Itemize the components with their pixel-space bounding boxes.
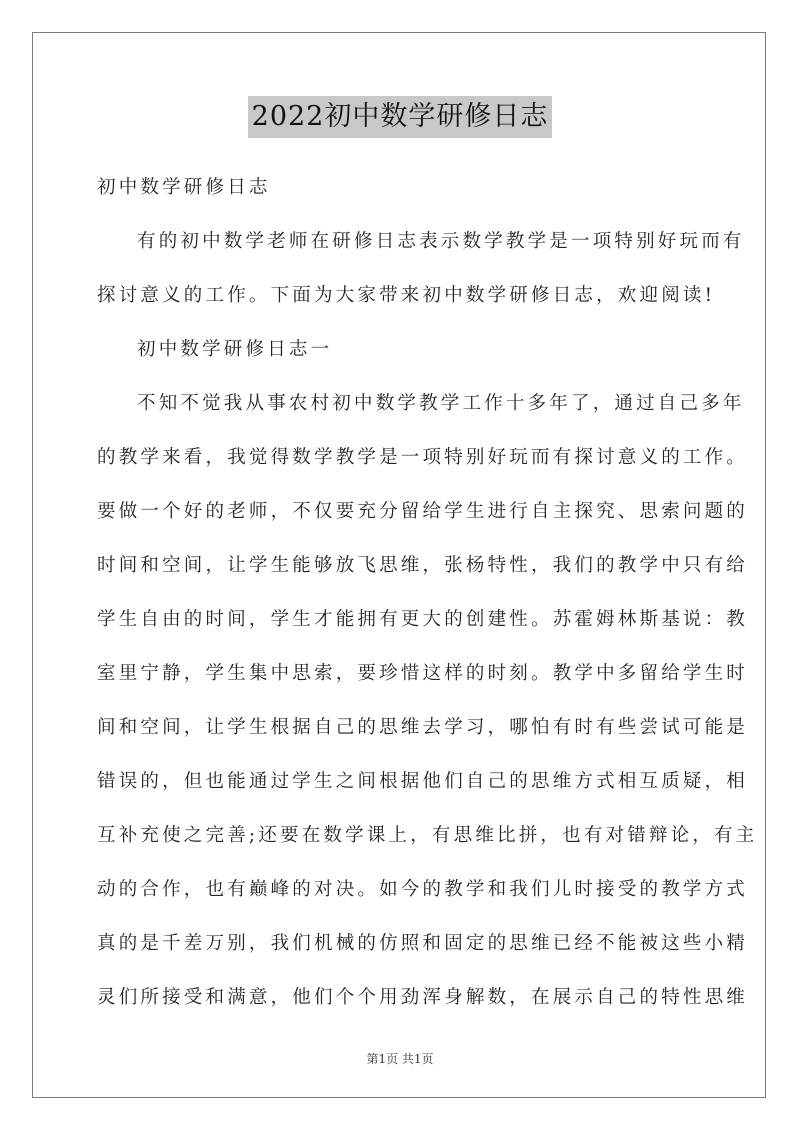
paragraph-line: 要做一个好的老师，不仅要充分留给学生进行自主探究、思索问题的 [97, 501, 749, 522]
title-container [0, 96, 800, 138]
paragraph-line: 错误的，但也能通过学生之间根据他们自己的思维方式相互质疑，相 [97, 771, 749, 792]
paragraph-line: 室里宁静，学生集中思索，要珍惜这样的时刻。教学中多留给学生时 [97, 663, 749, 684]
paragraph-line: 互补充使之完善;还要在数学课上，有思维比拼，也有对错辩论，有主 [97, 825, 758, 846]
paragraph-line: 不知不觉我从事农村初中数学教学工作十多年了，通过自己多年 [137, 393, 745, 414]
document-subtitle: 初中数学研修日志 [97, 177, 271, 198]
document-title: 2022初中数学研修日志 [248, 96, 553, 138]
paragraph-line: 的教学来看，我觉得数学教学是一项特别好玩而有探讨意义的工作。 [97, 447, 749, 468]
section-heading: 初中数学研修日志一 [137, 339, 333, 360]
paragraph-line: 间和空间，让学生根据自己的思维去学习，哪怕有时有些尝试可能是 [97, 717, 749, 738]
page-footer: 第1页 共1页 [366, 1052, 434, 1066]
paragraph-line: 灵们所接受和满意，他们个个用劲浑身解数，在展示自己的特性思维 [97, 987, 749, 1008]
paragraph-line: 有的初中数学老师在研修日志表示数学教学是一项特别好玩而有 [137, 231, 745, 252]
paragraph-line: 时间和空间，让学生能够放飞思维，张杨特性，我们的教学中只有给 [97, 555, 749, 576]
document-body [97, 170, 758, 1034]
paragraph-line: 动的合作，也有巅峰的对决。如今的教学和我们儿时接受的教学方式 [97, 879, 749, 900]
paragraph-line: 学生自由的时间，学生才能拥有更大的创建性。苏霍姆林斯基说：教 [97, 609, 749, 630]
paragraph-line: 探讨意义的工作。下面为大家带来初中数学研修日志，欢迎阅读! [97, 285, 716, 306]
paragraph-line: 真的是千差万别，我们机械的仿照和固定的思维已经不能被这些小精 [97, 933, 749, 954]
